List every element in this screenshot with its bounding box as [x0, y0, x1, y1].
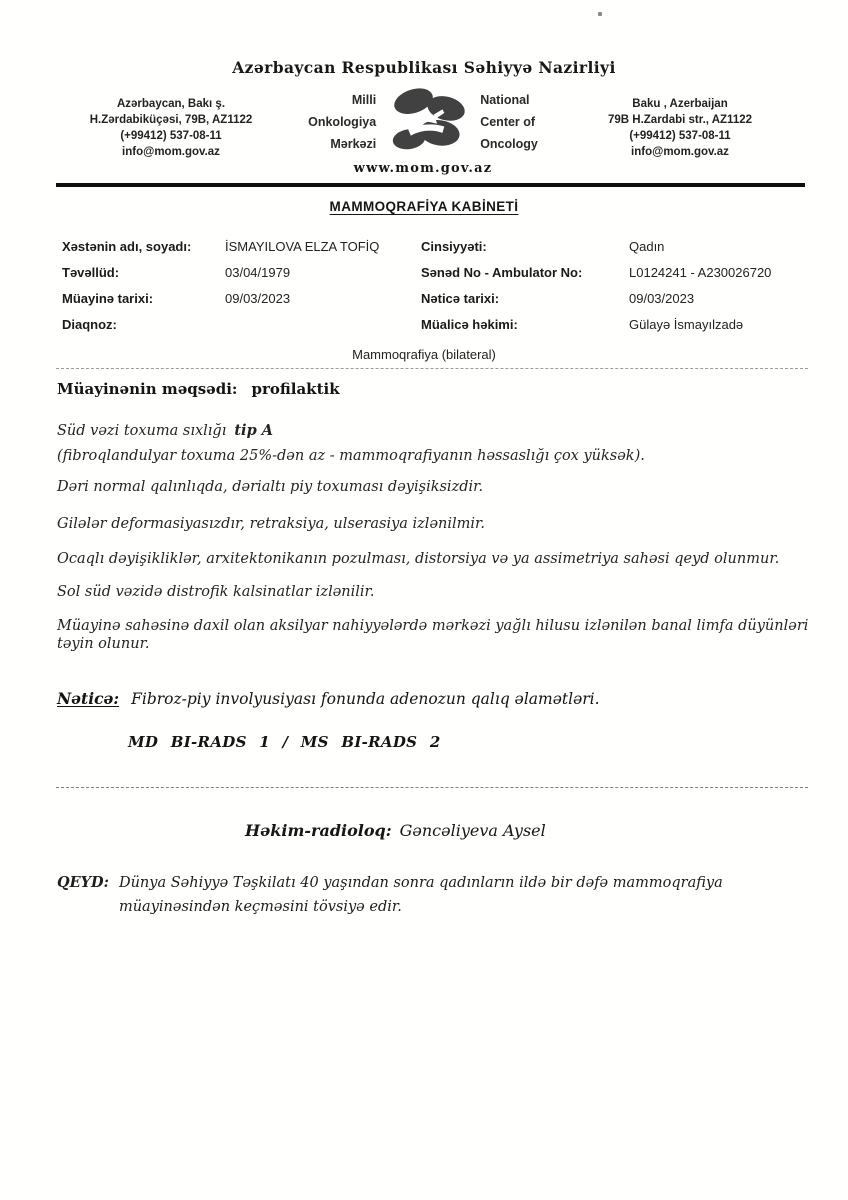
field-value-document-no: L0124241 - A230026720	[629, 265, 772, 280]
logo-label-line: Milli	[351, 93, 377, 107]
finding-density-type: tip A	[234, 422, 274, 439]
ministry-title: Azərbaycan Respublikası Səhiyyə Nazirliyi	[232, 58, 616, 77]
logo-label-line: Center of	[480, 115, 536, 129]
footnote-label: QEYD:	[57, 874, 109, 891]
field-label-sex: Cinsiyyəti:	[421, 239, 487, 254]
finding-density-text: Süd vəzi toxuma sıxlığı	[57, 423, 227, 439]
finding-line: Gilələr deformasiyasızdır, retraksiya, ulserasiya izlənilmir.	[57, 516, 485, 532]
address-right	[556, 84, 804, 160]
field-value-result-date: 09/03/2023	[629, 291, 695, 306]
address-line: info@mom.gov.az	[122, 146, 220, 158]
finding-line: Sol süd vəzidə distrofik kalsinatlar izlənilir.	[57, 584, 375, 600]
address-line: info@mom.gov.az	[631, 146, 729, 158]
address-line: H.Zərdabiküçəsi, 79B, AZ1122	[89, 114, 253, 126]
logo-label-line: Mərkəzi	[330, 137, 377, 151]
finding-line: Ocaqlı dəyişikliklər, arxitektonikanın pozulması, distorsiya və ya assimetriya sahəsi qeyd olunmur.	[57, 551, 780, 567]
conclusion-section	[57, 689, 848, 708]
field-value-sex: Qadın	[629, 239, 665, 254]
dashed-divider-bottom	[56, 787, 808, 788]
purpose-label: Müayinənin məqsədi:	[57, 380, 238, 398]
logo-label-line: Oncology	[480, 137, 538, 151]
scan-artifact	[598, 12, 602, 16]
address-line: Baku , Azerbaijan	[632, 98, 728, 110]
radiologist-label: Həkim-radioloq:	[245, 821, 392, 840]
field-label-document-no: Sənəd No - Ambulator No:	[421, 265, 583, 280]
website-url: www.mom.gov.az	[353, 161, 493, 176]
logo-label-line: National	[480, 93, 530, 107]
field-label-exam-date: Müayinə tarixi:	[62, 291, 154, 306]
exam-purpose	[57, 380, 848, 398]
finding-line: (fibroqlandulyar toxuma 25%-dən az - mammoqrafiyanın həssaslığı çox yüksək).	[57, 448, 645, 464]
procedure-title: Mammoqrafiya (bilateral)	[352, 347, 496, 362]
footnote-text: Dünya Səhiyyə Təşkilatı 40 yaşından sonra qadınların ildə bir dəfə mammoqrafiya müayinəsindən keçməsini tövsiyə edir.	[118, 875, 723, 915]
findings-section	[57, 422, 848, 653]
field-value-exam-date: 09/03/2023	[225, 291, 291, 306]
conclusion-text: Fibroz-piy involyusiyası fonunda adenozun qalıq əlamətləri.	[131, 690, 600, 708]
field-value-diagnosis	[225, 316, 421, 333]
logo-label-az	[308, 89, 376, 155]
field-label-attending-doctor: Müalicə həkimi:	[421, 317, 518, 332]
finding-line: Müayinə sahəsinə daxil olan aksilyar nahiyyələrdə mərkəzi yağlı hilusu izlənilən banal limfa düyünləri təyin olunur.	[57, 618, 809, 652]
header-divider	[56, 183, 805, 187]
address-line: (+99412) 537-08-11	[629, 130, 731, 142]
dashed-divider	[56, 368, 808, 369]
logo-label-line: Onkologiya	[308, 115, 377, 129]
footnote	[57, 871, 808, 919]
radiologist-signature	[245, 821, 848, 840]
address-line: Azərbaycan, Bakı ş.	[116, 98, 226, 110]
letterhead	[0, 84, 848, 176]
field-value-attending-doctor: Gülayə İsmayılzadə	[629, 317, 744, 332]
field-label-result-date: Nəticə tarixi:	[421, 291, 500, 306]
field-label-birthdate: Təvəllüd:	[62, 265, 120, 280]
logo-label-en	[480, 89, 538, 155]
field-value-patient-name: İSMAYILOVA ELZA TOFİQ	[225, 239, 380, 254]
purpose-value: profilaktik	[251, 380, 340, 398]
field-label-patient-name: Xəstənin adı, soyadı:	[62, 239, 192, 254]
address-left	[52, 84, 290, 160]
address-line: 79B H.Zardabi str., AZ1122	[607, 114, 753, 126]
radiologist-name: Gəncəliyeva Aysel	[399, 821, 546, 840]
section-title: MAMMOQRAFİYA KABİNETİ	[329, 199, 519, 214]
logo-block	[290, 84, 556, 176]
oncology-crab-logo-icon	[382, 84, 474, 160]
address-line: (+99412) 537-08-11	[120, 130, 222, 142]
finding-density	[57, 422, 848, 440]
birads-score: MD BI-RADS 1 / MS BI-RADS 2	[128, 733, 441, 751]
field-value-birthdate: 03/04/1979	[225, 265, 291, 280]
finding-line: Dəri normal qalınlıqda, dərialtı piy toxuması dəyişiksizdir.	[57, 479, 484, 495]
conclusion-label: Nəticə:	[57, 689, 120, 708]
field-label-diagnosis: Diaqnoz:	[62, 317, 117, 332]
patient-info-table	[62, 238, 808, 333]
